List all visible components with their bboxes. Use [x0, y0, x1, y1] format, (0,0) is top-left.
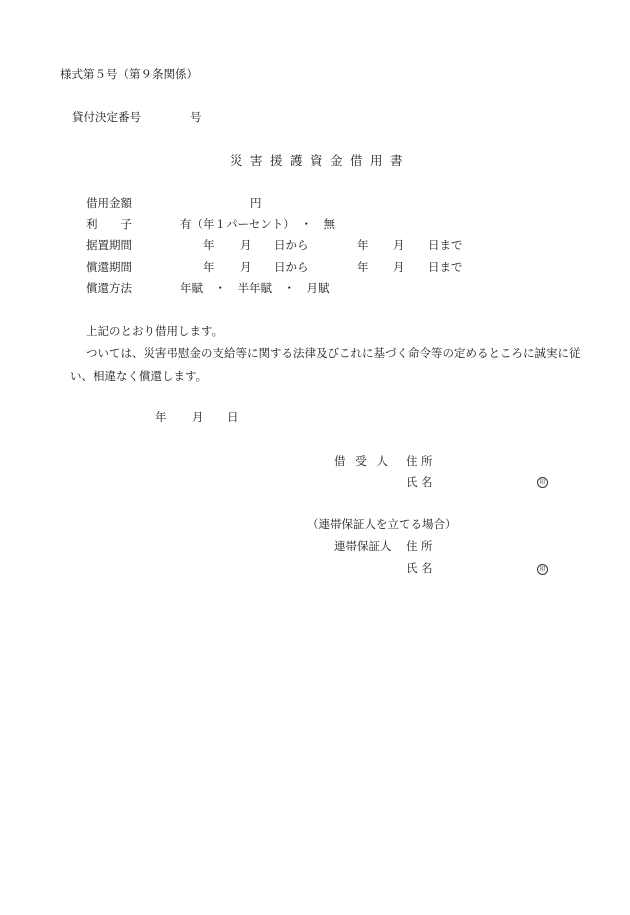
loan-decision-suffix: 号: [190, 110, 202, 124]
repayment-year: 年: [203, 260, 215, 274]
guarantor-seal: 印: [537, 564, 548, 575]
body-line-2: ついては、災害弔慰金の支給等に関する法律及びこれに基づく命令等の定めるところに誠実に従い、相違なく償還します。: [70, 346, 581, 383]
body-line-1: 上記のとおり借用します。: [86, 324, 224, 338]
borrower-seal: 印: [537, 477, 548, 488]
borrower-label: 借受人: [334, 454, 398, 468]
guarantor-address-label: 住所: [406, 539, 436, 553]
repayment-period-label: 償還期間: [86, 260, 132, 274]
repayment-method-label: 償還方法: [86, 281, 132, 295]
deferment-until: 日まで: [428, 238, 463, 252]
date-year: 年: [155, 410, 167, 424]
document-title: 災害援護資金借用書: [230, 153, 411, 168]
repayment-until: 日まで: [428, 260, 463, 274]
guarantor-note: （連帯保証人を立てる場合）: [307, 517, 457, 531]
guarantor-name-label: 氏名: [406, 561, 436, 575]
deferment-year: 年: [203, 238, 215, 252]
borrower-address-label: 住所: [406, 454, 436, 468]
repayment-year2: 年: [357, 260, 369, 274]
date-month: 月: [192, 410, 204, 424]
interest-label: 利 子: [86, 217, 132, 231]
deferment-month: 月: [240, 238, 252, 252]
interest-value: 有（年１パーセント） ・ 無: [180, 217, 336, 231]
amount-label: 借用金額: [86, 196, 132, 210]
guarantor-label: 連帯保証人: [334, 539, 392, 553]
repayment-month: 月: [240, 260, 252, 274]
repayment-month2: 月: [393, 260, 405, 274]
deferment-label: 据置期間: [86, 238, 132, 252]
amount-unit: 円: [250, 196, 262, 210]
deferment-year2: 年: [357, 238, 369, 252]
repayment-from: 日から: [274, 260, 309, 274]
deferment-from: 日から: [274, 238, 309, 252]
form-number: 様式第５号（第９条関係）: [60, 67, 198, 81]
loan-decision-label: 貸付決定番号: [72, 110, 141, 124]
borrower-name-label: 氏名: [406, 475, 436, 489]
date-day: 日: [227, 410, 239, 424]
repayment-method-value: 年賦 ・ 半年賦 ・ 月賦: [180, 281, 330, 295]
deferment-month2: 月: [393, 238, 405, 252]
